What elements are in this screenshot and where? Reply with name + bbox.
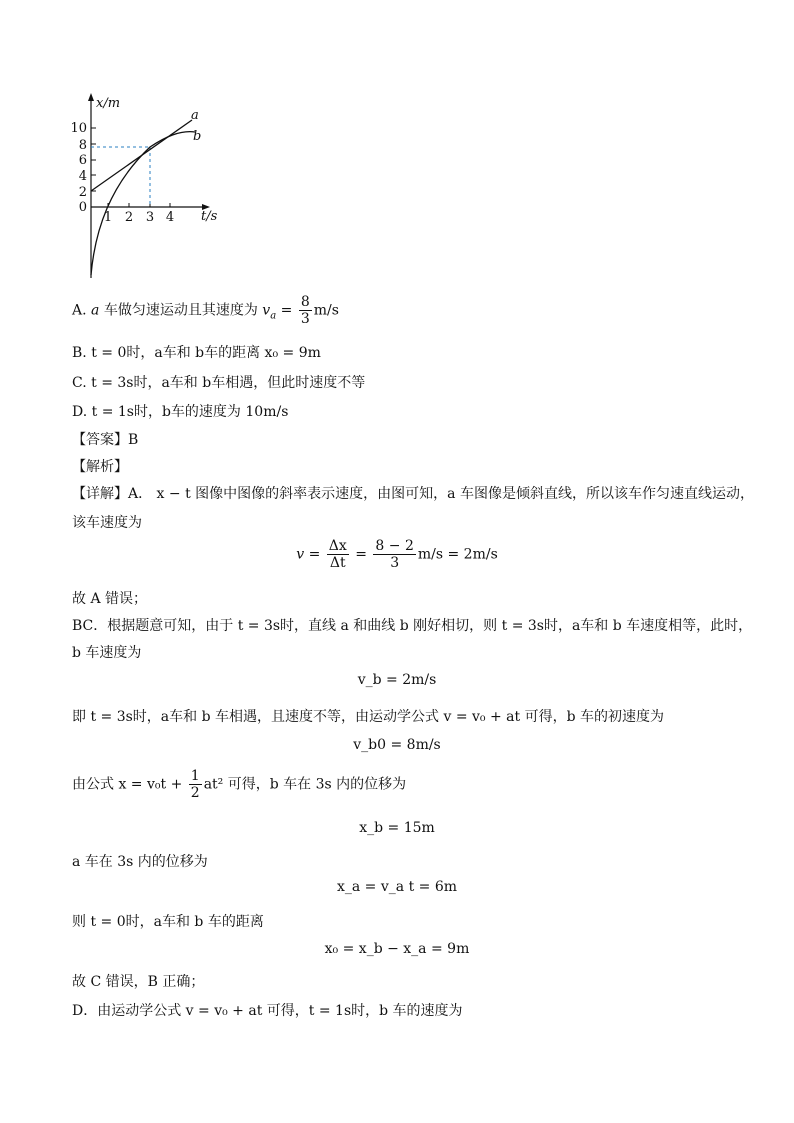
option-c: C. t = 3s时，a车和 b车相遇，但此时速度不等	[72, 375, 366, 391]
fraction-8-3: $\frac{8}{3}$	[300, 294, 310, 327]
line-t0: 则 t = 0时，a车和 b 车的距离	[72, 914, 264, 930]
curve-a-label: a	[191, 108, 199, 123]
equation-xa: x_a = v_a t = 6m	[336, 879, 458, 895]
x-tick-1: 1	[103, 210, 113, 225]
option-b: B. t = 0时，a车和 b车的距离 x₀ = 9m	[72, 345, 321, 361]
answer-label: 【答案】B	[72, 432, 139, 448]
y-axis-arrow	[88, 93, 94, 101]
option-a: A. a 车做匀速运动且其速度为 $v_a$ = $\frac{8}{3}$ m/s	[72, 294, 339, 327]
curve-b-label: b	[193, 129, 202, 144]
y-axis-label: x/m	[96, 96, 121, 111]
x-tick-3: 3	[145, 210, 155, 225]
xt-graph	[0, 0, 794, 300]
equation-vb: v_b = 2m/s	[357, 672, 437, 688]
line-a-wrong: 故 A 错误；	[72, 591, 148, 607]
option-d: D. t = 1s时，b车的速度为 10m/s	[72, 404, 289, 420]
y-tick-6: 6	[78, 153, 87, 168]
line-a-disp: a 车在 3s 内的位移为	[72, 854, 208, 870]
equation-velocity-a: v = $\frac{\Delta x}{\Delta t}$ = $\frac{8 - 2}{3}$ m/s = 2m/s	[296, 538, 498, 571]
equation-vb0: v_b0 = 8m/s	[353, 737, 441, 753]
detail-line-1: 【详解】A． x − t 图像中图像的斜率表示速度，由图可知，a 车图像是倾斜直线，所以该车作匀速直线运动，	[72, 486, 754, 502]
equation-xb: x_b = 15m	[359, 820, 435, 836]
line-d: D．由运动学公式 v = v₀ + at 可得，t = 1s时，b 车的速度为	[72, 1003, 463, 1019]
y-tick-0: 0	[78, 200, 87, 215]
x-axis-label: t/s	[201, 209, 218, 224]
detail-line-2: 该车速度为	[72, 515, 142, 531]
y-tick-2: 2	[78, 185, 87, 200]
y-tick-10: 10	[70, 121, 87, 136]
line-formula: 由公式 x = v₀t + $\frac{1}{2}$ at² 可得，b 车在 3s 内的位移为	[72, 768, 407, 801]
line-bc: BC．根据题意可知，由于 t = 3s时，直线 a 和曲线 b 刚好相切，则 t = 3s时，a车和 b 车速度相等，此时，	[72, 618, 753, 634]
y-tick-8: 8	[78, 138, 87, 153]
y-tick-4: 4	[78, 169, 87, 184]
x-tick-4: 4	[165, 210, 175, 225]
line-b-speed: b 车速度为	[72, 645, 142, 661]
x-tick-2: 2	[124, 210, 134, 225]
line-meet: 即 t = 3s时，a车和 b 车相遇，且速度不等，由运动学公式 v = v₀ + at 可得，b 车的初速度为	[72, 709, 664, 725]
analysis-label: 【解析】	[72, 459, 128, 475]
curve-b	[91, 132, 195, 275]
equation-x0: x₀ = x_b − x_a = 9m	[324, 941, 470, 957]
line-c-wrong: 故 C 错误，B 正确；	[72, 974, 205, 990]
